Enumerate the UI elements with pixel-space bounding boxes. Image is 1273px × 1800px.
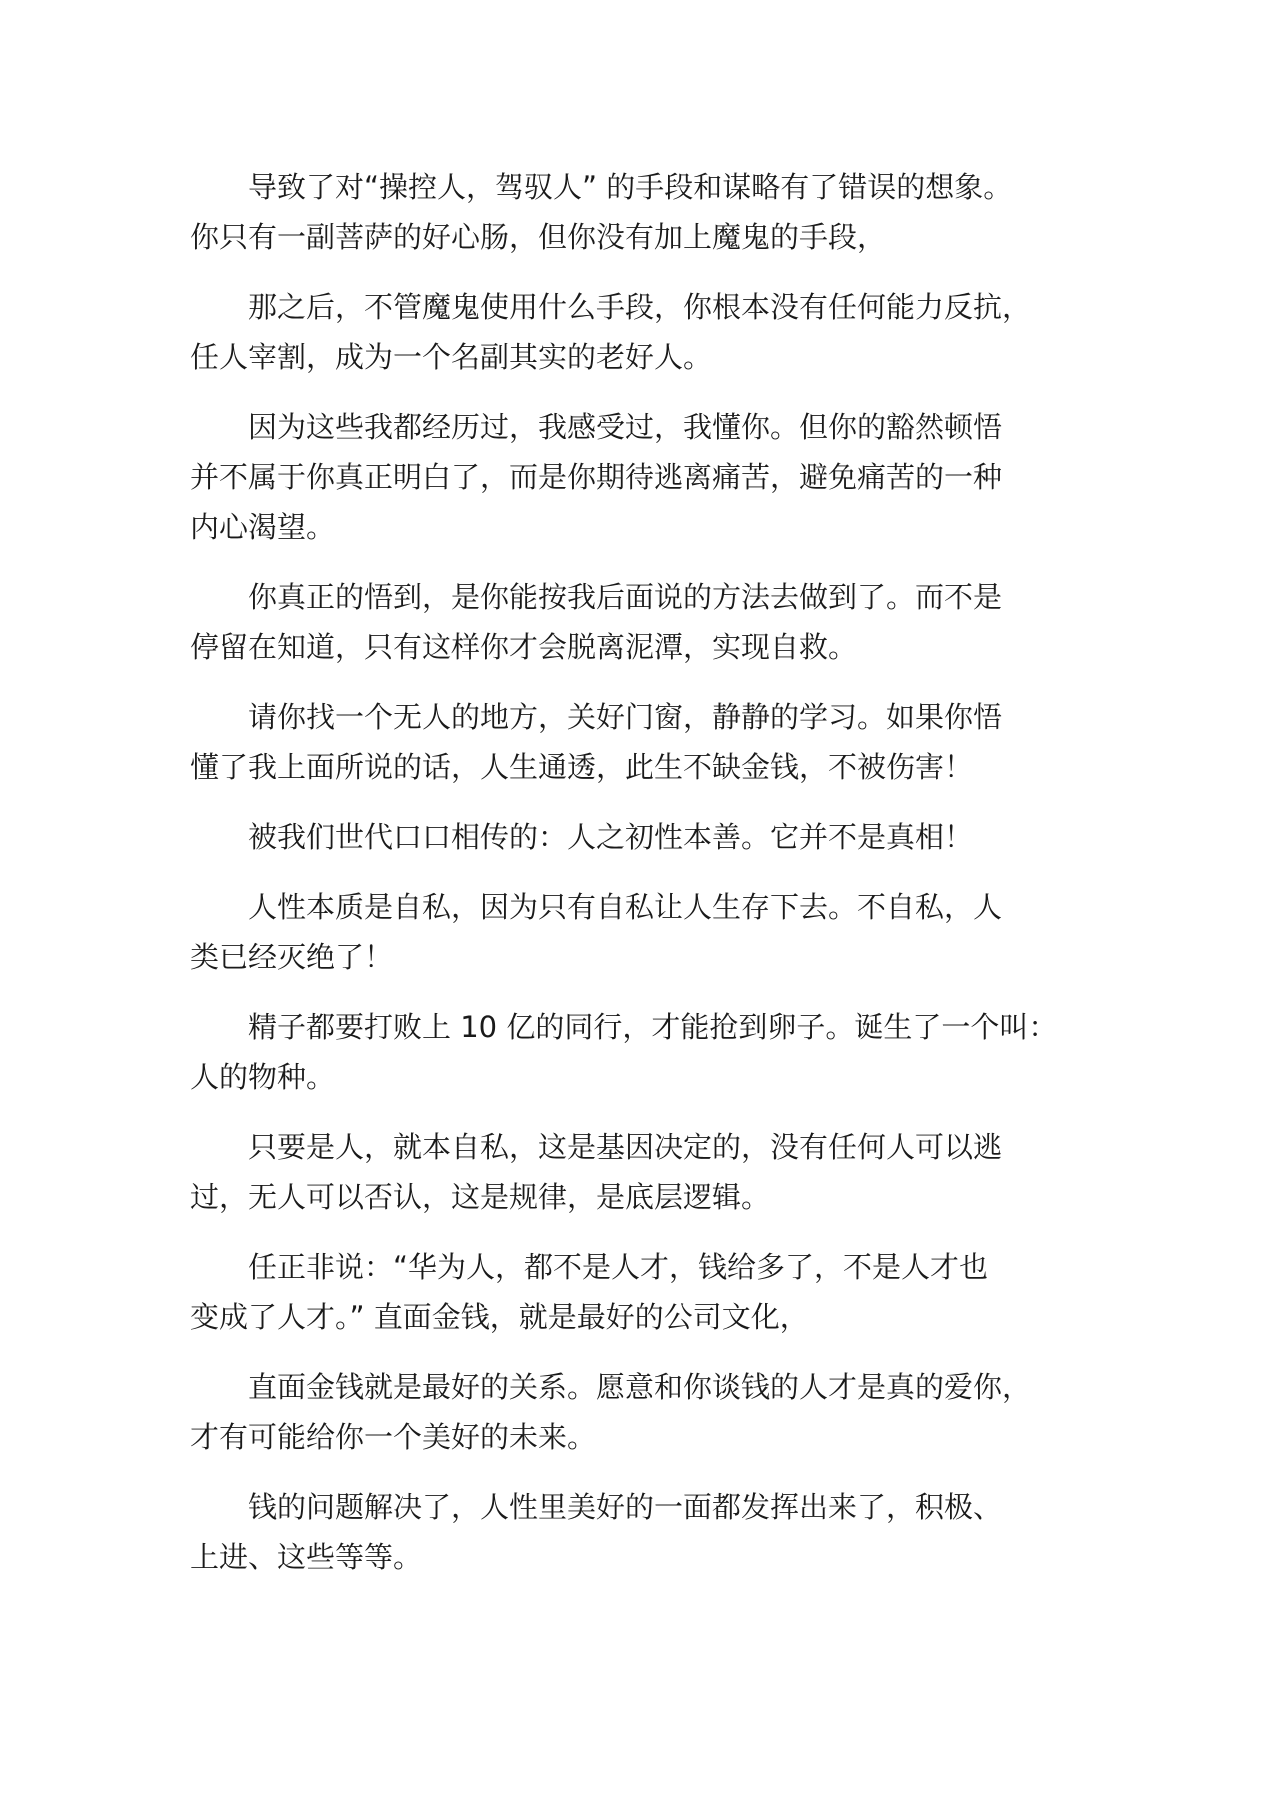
paragraph-line: 直面金钱就是最好的关系。愿意和你谈钱的人才是真的爱你， — [248, 1370, 1032, 1404]
paragraph-line: 只要是人，就本自私，这是基因决定的，没有任何人可以逃 — [248, 1130, 1003, 1164]
paragraph-line: 导致了对“操控人，驾驭人” 的手段和谋略有了错误的想象。 — [248, 170, 1013, 204]
paragraph — [190, 162, 1080, 262]
paragraph — [190, 402, 1080, 552]
paragraph — [190, 1002, 1080, 1102]
paragraph — [190, 1362, 1080, 1462]
paragraph-line: 那之后，不管魔鬼使用什么手段，你根本没有任何能力反抗， — [248, 290, 1032, 324]
paragraph — [190, 812, 1080, 862]
paragraph — [190, 1482, 1080, 1582]
paragraph-line: 人的物种。 — [190, 1060, 336, 1094]
paragraph — [190, 282, 1080, 382]
paragraph — [190, 572, 1080, 672]
paragraph-line: 懂了我上面所说的话，人生通透，此生不缺金钱，不被伤害！ — [190, 750, 974, 784]
paragraph — [190, 882, 1080, 982]
paragraph-line: 任人宰割，成为一个名副其实的老好人。 — [190, 340, 713, 374]
paragraph — [190, 1242, 1080, 1342]
paragraph-line: 停留在知道，只有这样你才会脱离泥潭，实现自救。 — [190, 630, 858, 664]
paragraph-line: 你只有一副菩萨的好心肠，但你没有加上魔鬼的手段， — [190, 220, 887, 254]
paragraph-line: 过，无人可以否认，这是规律，是底层逻辑。 — [190, 1180, 771, 1214]
paragraph-line: 并不属于你真正明白了，而是你期待逃离痛苦，避免痛苦的一种 — [190, 460, 1003, 494]
paragraph-line: 内心渴望。 — [190, 510, 336, 544]
paragraph-line: 请你找一个无人的地方，关好门窗，静静的学习。如果你悟 — [248, 700, 1003, 734]
paragraph-line: 钱的问题解决了，人性里美好的一面都发挥出来了，积极、 — [248, 1490, 1003, 1524]
paragraph-line: 上进、这些等等。 — [190, 1540, 423, 1574]
paragraph-line: 因为这些我都经历过，我感受过，我懂你。但你的豁然顿悟 — [248, 410, 1003, 444]
paragraph-line: 任正非说：“华为人，都不是人才，钱给多了，不是人才也 — [248, 1250, 989, 1284]
document-body — [190, 162, 1080, 1602]
paragraph-line: 才有可能给你一个美好的未来。 — [190, 1420, 597, 1454]
paragraph-line: 被我们世代口口相传的：人之初性本善。它并不是真相！ — [248, 820, 974, 854]
paragraph-line: 类已经灭绝了！ — [190, 940, 394, 974]
paragraph — [190, 1122, 1080, 1222]
paragraph-line: 人性本质是自私，因为只有自私让人生存下去。不自私，人 — [248, 890, 1003, 924]
paragraph-line: 精子都要打败上 10 亿的同行，才能抢到卵子。诞生了一个叫： — [248, 1010, 1058, 1044]
paragraph-line: 你真正的悟到，是你能按我后面说的方法去做到了。而不是 — [248, 580, 1003, 614]
paragraph — [190, 692, 1080, 792]
paragraph-line: 变成了人才。” 直面金钱，就是最好的公司文化， — [190, 1300, 809, 1334]
